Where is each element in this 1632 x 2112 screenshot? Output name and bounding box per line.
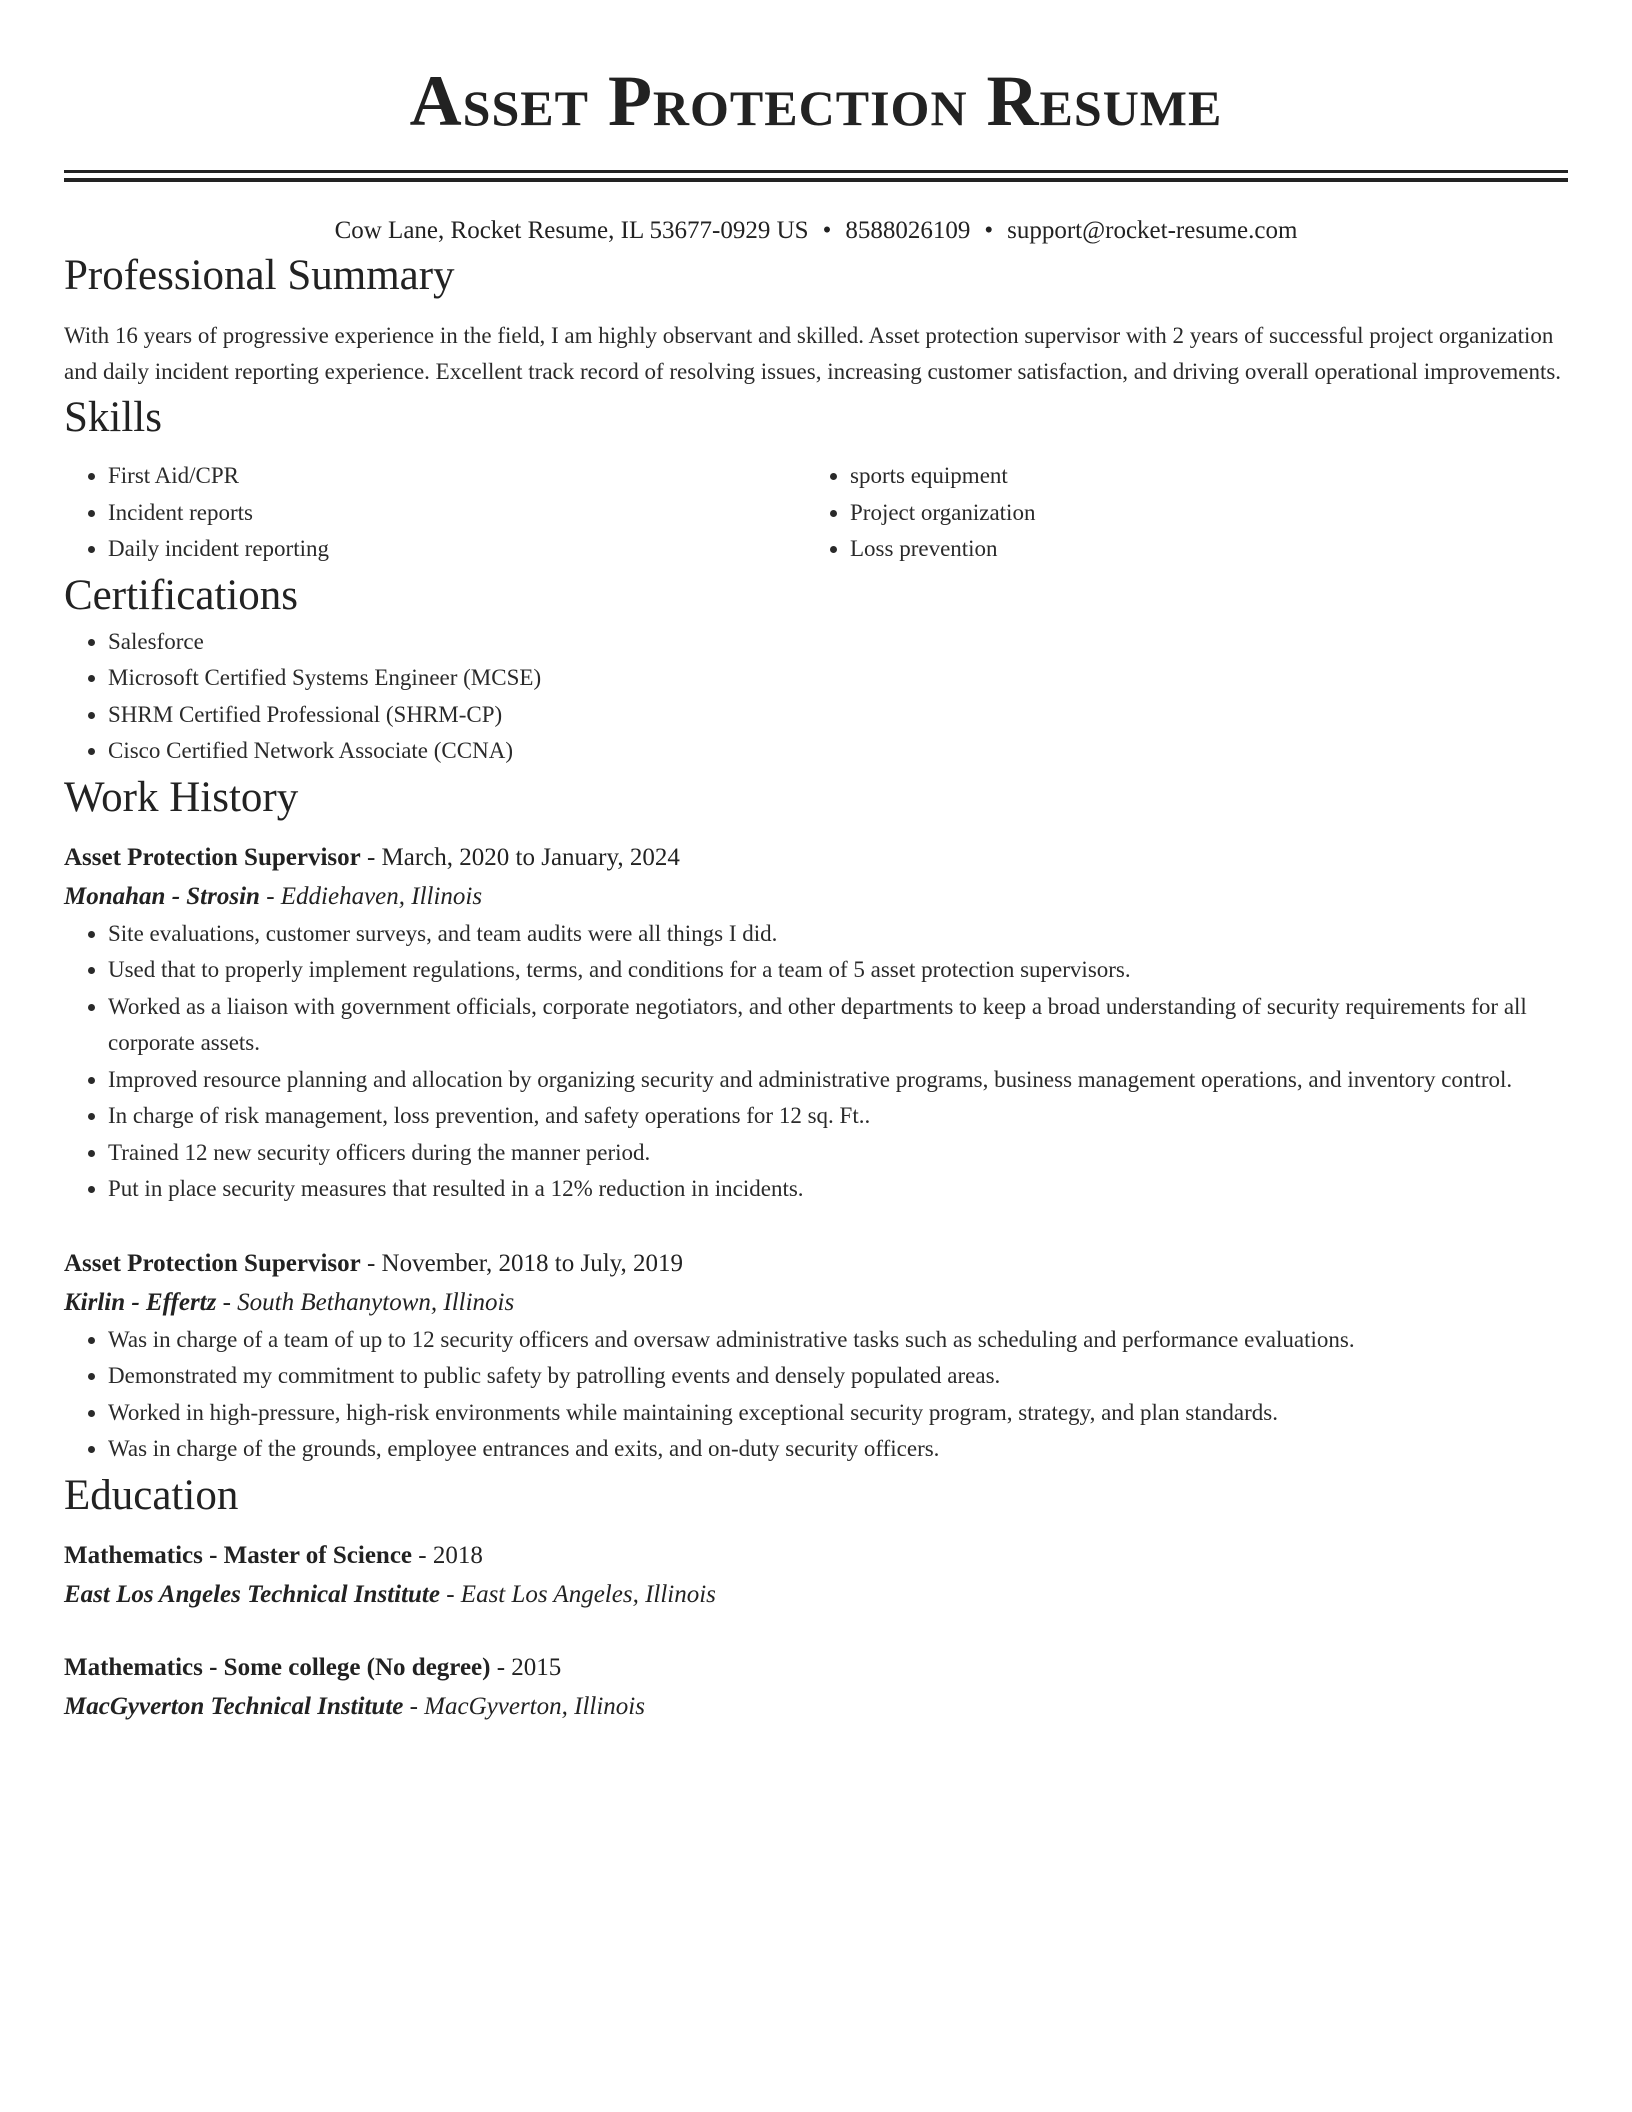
degree-line xyxy=(64,1536,1568,1576)
degree-line xyxy=(64,1648,1568,1688)
job-location: - Eddiehaven, Illinois xyxy=(259,882,483,910)
skills-column-left xyxy=(64,458,806,568)
school-name: MacGyverton Technical Institute xyxy=(64,1692,404,1720)
job-bullet: • Was in charge of the grounds, employee entrances and exits, and on-duty security officers. xyxy=(108,1431,1568,1468)
job-bullet: • Worked as a liaison with government officials, corporate negotiators, and other departments to keep a broad understanding of security requirements for all corporate assets. xyxy=(108,989,1568,1062)
contact-separator: • xyxy=(984,217,994,244)
skills-grid xyxy=(64,458,1568,568)
job-bullet: • Put in place security measures that resulted in a 12% reduction in incidents. xyxy=(108,1171,1568,1208)
job-dates: - November, 2018 to July, 2019 xyxy=(360,1249,684,1277)
degree: Mathematics - Master of Science xyxy=(64,1541,413,1569)
job-company: Monahan - Strosin xyxy=(64,882,260,910)
job-bullets xyxy=(64,916,1568,1208)
job-dates: - March, 2020 to January, 2024 xyxy=(360,843,680,871)
contact-address: Cow Lane, Rocket Resume, IL 53677-0929 US xyxy=(334,217,809,244)
job-bullet: • Was in charge of a team of up to 12 security officers and oversaw administrative tasks such as scheduling and performance evaluations. xyxy=(108,1322,1568,1359)
job-bullet: • Site evaluations, customer surveys, and team audits were all things I did. xyxy=(108,916,1568,953)
skill-item: • sports equipment xyxy=(850,458,1548,495)
school-name: East Los Angeles Technical Institute xyxy=(64,1580,440,1608)
contact-line xyxy=(64,214,1568,248)
certification-item: • Cisco Certified Network Associate (CCNA) xyxy=(108,733,1568,770)
certification-item: • SHRM Certified Professional (SHRM-CP) xyxy=(108,697,1568,734)
job-bullet: • Demonstrated my commitment to public safety by patrolling events and densely populated areas. xyxy=(108,1358,1568,1395)
resume-title: Asset Protection Resume xyxy=(409,61,1223,141)
contact-phone: 8588026109 xyxy=(845,217,971,244)
job-company: Kirlin - Effertz xyxy=(64,1288,217,1316)
skill-item: • First Aid/CPR xyxy=(108,458,806,495)
title-divider xyxy=(64,170,1568,182)
contact-separator: • xyxy=(822,217,832,244)
education-heading: Education xyxy=(64,1471,239,1519)
job-title-line xyxy=(64,1244,1568,1284)
school-location: - East Los Angeles, Illinois xyxy=(439,1580,716,1608)
job-entry xyxy=(64,838,1568,1208)
skill-item: • Project organization xyxy=(850,495,1548,532)
education-entry xyxy=(64,1648,1568,1726)
school-line xyxy=(64,1688,1568,1726)
skills-list-left xyxy=(64,458,806,568)
degree: Mathematics - Some college (No degree) xyxy=(64,1653,491,1681)
certifications-heading: Certifications xyxy=(64,571,299,619)
job-title-line xyxy=(64,838,1568,878)
job-title: Asset Protection Supervisor xyxy=(64,1249,361,1277)
summary-heading: Professional Summary xyxy=(64,252,455,299)
school-location: - MacGyverton, Illinois xyxy=(403,1692,645,1720)
contact-email: support@rocket-resume.com xyxy=(1007,217,1298,244)
job-bullet: • Used that to properly implement regulations, terms, and conditions for a team of 5 asset protection supervisors. xyxy=(108,952,1568,989)
certification-item: • Salesforce xyxy=(108,624,1568,661)
education-entry xyxy=(64,1536,1568,1614)
job-bullet: • Worked in high-pressure, high-risk environments while maintaining exceptional security program, strategy, and plan standards. xyxy=(108,1395,1568,1432)
skills-column-right xyxy=(806,458,1548,568)
skill-item: • Incident reports xyxy=(108,495,806,532)
job-bullets xyxy=(64,1322,1568,1468)
work-history-heading: Work History xyxy=(64,773,299,821)
skill-item: • Daily incident reporting xyxy=(108,531,806,568)
job-title: Asset Protection Supervisor xyxy=(64,843,361,871)
job-entry xyxy=(64,1244,1568,1468)
job-employer-line xyxy=(64,1284,1568,1322)
skills-list-right xyxy=(806,458,1548,568)
graduation-year: - 2018 xyxy=(412,1541,483,1569)
job-bullet: • Trained 12 new security officers during the manner period. xyxy=(108,1135,1568,1172)
skill-item: • Loss prevention xyxy=(850,531,1548,568)
job-employer-line xyxy=(64,878,1568,916)
school-line xyxy=(64,1576,1568,1614)
certification-item: • Microsoft Certified Systems Engineer (MCSE) xyxy=(108,660,1568,697)
summary-text: With 16 years of progressive experience in the field, I am highly observant and skilled. Asset protection supervisor with 2 years of successful project organization and daily incident reporting experience. Excellent track record of resolving issues, increasing customer satisfaction, and driving overall operational improvements. xyxy=(64,323,1562,384)
job-bullet: • Improved resource planning and allocation by organizing security and administrative programs, business management operations, and inventory control. xyxy=(108,1062,1568,1099)
job-bullet: • In charge of risk management, loss prevention, and safety operations for 12 sq. Ft.. xyxy=(108,1098,1568,1135)
graduation-year: - 2015 xyxy=(490,1653,562,1681)
skills-heading: Skills xyxy=(64,394,162,441)
certifications-list xyxy=(64,624,1568,770)
job-location: - South Bethanytown, Illinois xyxy=(216,1288,515,1316)
